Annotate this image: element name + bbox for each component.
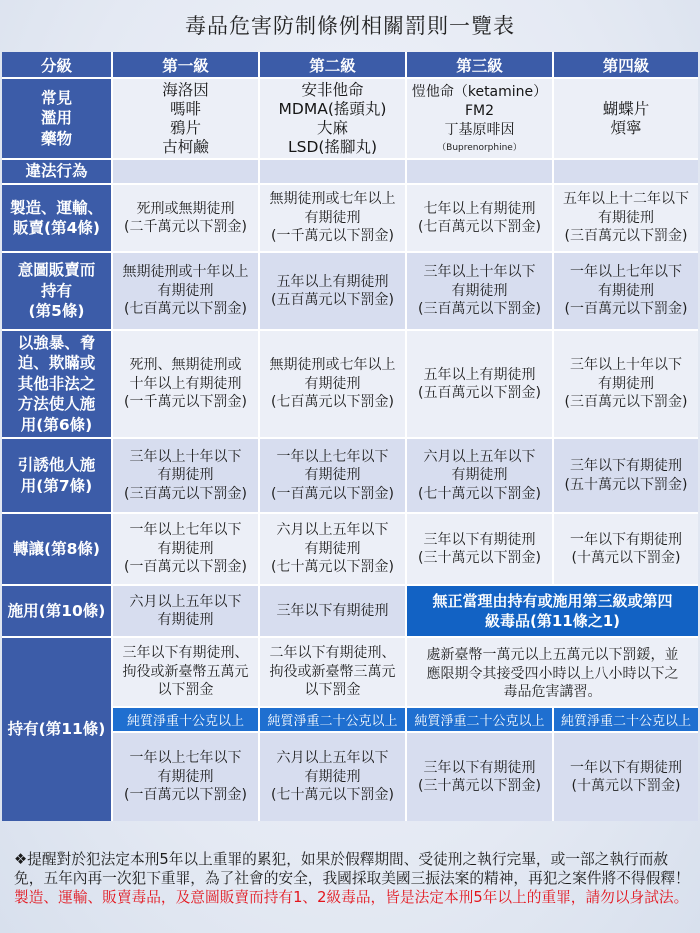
penalty-level-2: 無期徒刑或七年以上 有期徒刑 (七百萬元以下罰金) [260,331,405,437]
row-label-inducement: 引誘他人施 用(第7條) [2,439,111,512]
penalty-level-3: 三年以下有期徒刑 (三十萬元以下罰金) [407,514,552,584]
row-label-possession: 持有(第11條) [2,638,111,821]
purity-threshold-level-3: 純質淨重二十公克以上 [407,708,552,731]
header-level-2: 第二級 [260,52,405,77]
penalty-table [2,52,698,821]
header-level-4: 第四級 [554,52,698,77]
penalty-level-1: 六月以上五年以下 有期徒刑 [113,586,258,636]
page-title: 毒品危害防制條例相關罰則一覽表 [185,14,515,38]
use-level-3-4-highlight: 無正當理由持有或施用第三級或第四 級毒品(第11條之1) [407,586,698,636]
over-threshold-penalty-level-2: 六月以上五年以下 有期徒刑 (七十萬元以下罰金) [260,733,405,821]
empty-cell [260,160,405,183]
footer-note-text: 提醒對於犯法定本刑5年以上重罪的累犯，如果於假釋期間、受徒刑之執行完畢，或一部之執行而赦免，五年內再一次犯下重罪，為了社會的安全，我國採取美國三振法案的精神，再犯之案件將不得假釋！ [14,851,690,887]
penalty-level-4: 三年以下有期徒刑 (五十萬元以下罰金) [554,439,698,512]
penalty-level-3: 七年以上有期徒刑 (七百萬元以下罰金) [407,185,552,251]
purity-threshold-level-2: 純質淨重二十公克以上 [260,708,405,731]
penalty-level-4: 一年以下有期徒刑 (十萬元以下罰金) [554,514,698,584]
penalty-level-1: 死刑、無期徒刑或 十年以上有期徒刑 (一千萬元以下罰金) [113,331,258,437]
possession-level-3-4-fine: 處新臺幣一萬元以上五萬元以下罰鍰，並 應限期令其接受四小時以上八小時以下之 毒品危害講習。 [407,638,698,706]
drug-list-level-4: 蝴蝶片 煩寧 [554,79,698,158]
row-label-coercion: 以強暴、脅 迫、欺瞞或 其他非法之 方法使人施 用(第6條) [2,331,111,437]
drug-list-level-3-content [412,83,547,154]
row-label-manufacture-transport-sell: 製造、運輸、 販賣(第4條) [2,185,111,251]
footer-note [14,850,696,888]
purity-threshold-level-4: 純質淨重二十公克以上 [554,708,698,731]
drug-list-level-3 [407,79,552,158]
over-threshold-penalty-level-4: 一年以下有期徒刑 (十萬元以下罰金) [554,733,698,821]
header-grade: 分級 [2,52,111,77]
section-label-violations: 違法行為 [2,160,111,183]
drug-list-level-2: 安非他命 MDMA(搖頭丸) 大麻 LSD(搖腳丸) [260,79,405,158]
empty-cell [407,160,552,183]
purity-threshold-level-1: 純質淨重十公克以上 [113,708,258,731]
penalty-level-2: 二年以下有期徒刑、 拘役或新臺幣三萬元 以下罰金 [260,638,405,706]
penalty-level-1: 三年以上十年以下 有期徒刑 (三百萬元以下罰金) [113,439,258,512]
penalty-level-2: 五年以上有期徒刑 (五百萬元以下罰金) [260,253,405,329]
row-label-common-drugs: 常見 濫用 藥物 [2,79,111,158]
over-threshold-penalty-level-1: 一年以上七年以下 有期徒刑 (一百萬元以下罰金) [113,733,258,821]
over-threshold-penalty-level-3: 三年以下有期徒刑 (三十萬元以下罰金) [407,733,552,821]
penalty-level-1: 無期徒刑或十年以上 有期徒刑 (七百萬元以下罰金) [113,253,258,329]
penalty-level-1: 一年以上七年以下 有期徒刑 (一百萬元以下罰金) [113,514,258,584]
drug-list-level-3-note: （Buprenorphine） [437,143,522,153]
drug-list-level-1: 海洛因 嗎啡 鴉片 古柯鹼 [113,79,258,158]
header-level-3: 第三級 [407,52,552,77]
row-label-transfer: 轉讓(第8條) [2,514,111,584]
penalty-level-3: 五年以上有期徒刑 (五百萬元以下罰金) [407,331,552,437]
header-level-1: 第一級 [113,52,258,77]
penalty-level-1: 死刑或無期徒刑 (二千萬元以下罰金) [113,185,258,251]
penalty-level-4: 五年以上十二年以下 有期徒刑 (三百萬元以下罰金) [554,185,698,251]
penalty-level-2: 六月以上五年以下 有期徒刑 (七十萬元以下罰金) [260,514,405,584]
bullet-icon: ❖ [14,851,28,868]
penalty-level-2: 一年以上七年以下 有期徒刑 (一百萬元以下罰金) [260,439,405,512]
penalty-level-2: 三年以下有期徒刑 [260,586,405,636]
drug-list-level-3-names: 愷他命（ketamine） FM2 丁基原啡因 [411,84,548,138]
row-label-use: 施用(第10條) [2,586,111,636]
footer-warning: 製造、運輸、販賣毒品，及意圖販賣而持有1、2級毒品，皆是法定本刑5年以上的重罪，請勿以身試法。 [14,889,689,906]
row-label-intent-to-sell: 意圖販賣而 持有 (第5條) [2,253,111,329]
empty-cell [113,160,258,183]
penalty-level-4: 三年以上十年以下 有期徒刑 (三百萬元以下罰金) [554,331,698,437]
penalty-level-1: 三年以下有期徒刑、 拘役或新臺幣五萬元 以下罰金 [113,638,258,706]
penalty-level-3: 三年以上十年以下 有期徒刑 (三百萬元以下罰金) [407,253,552,329]
footer [14,850,696,907]
penalty-level-4: 一年以上七年以下 有期徒刑 (一百萬元以下罰金) [554,253,698,329]
empty-cell [554,160,698,183]
penalty-level-3: 六月以上五年以下 有期徒刑 (七十萬元以下罰金) [407,439,552,512]
penalty-level-2: 無期徒刑或七年以上 有期徒刑 (一千萬元以下罰金) [260,185,405,251]
